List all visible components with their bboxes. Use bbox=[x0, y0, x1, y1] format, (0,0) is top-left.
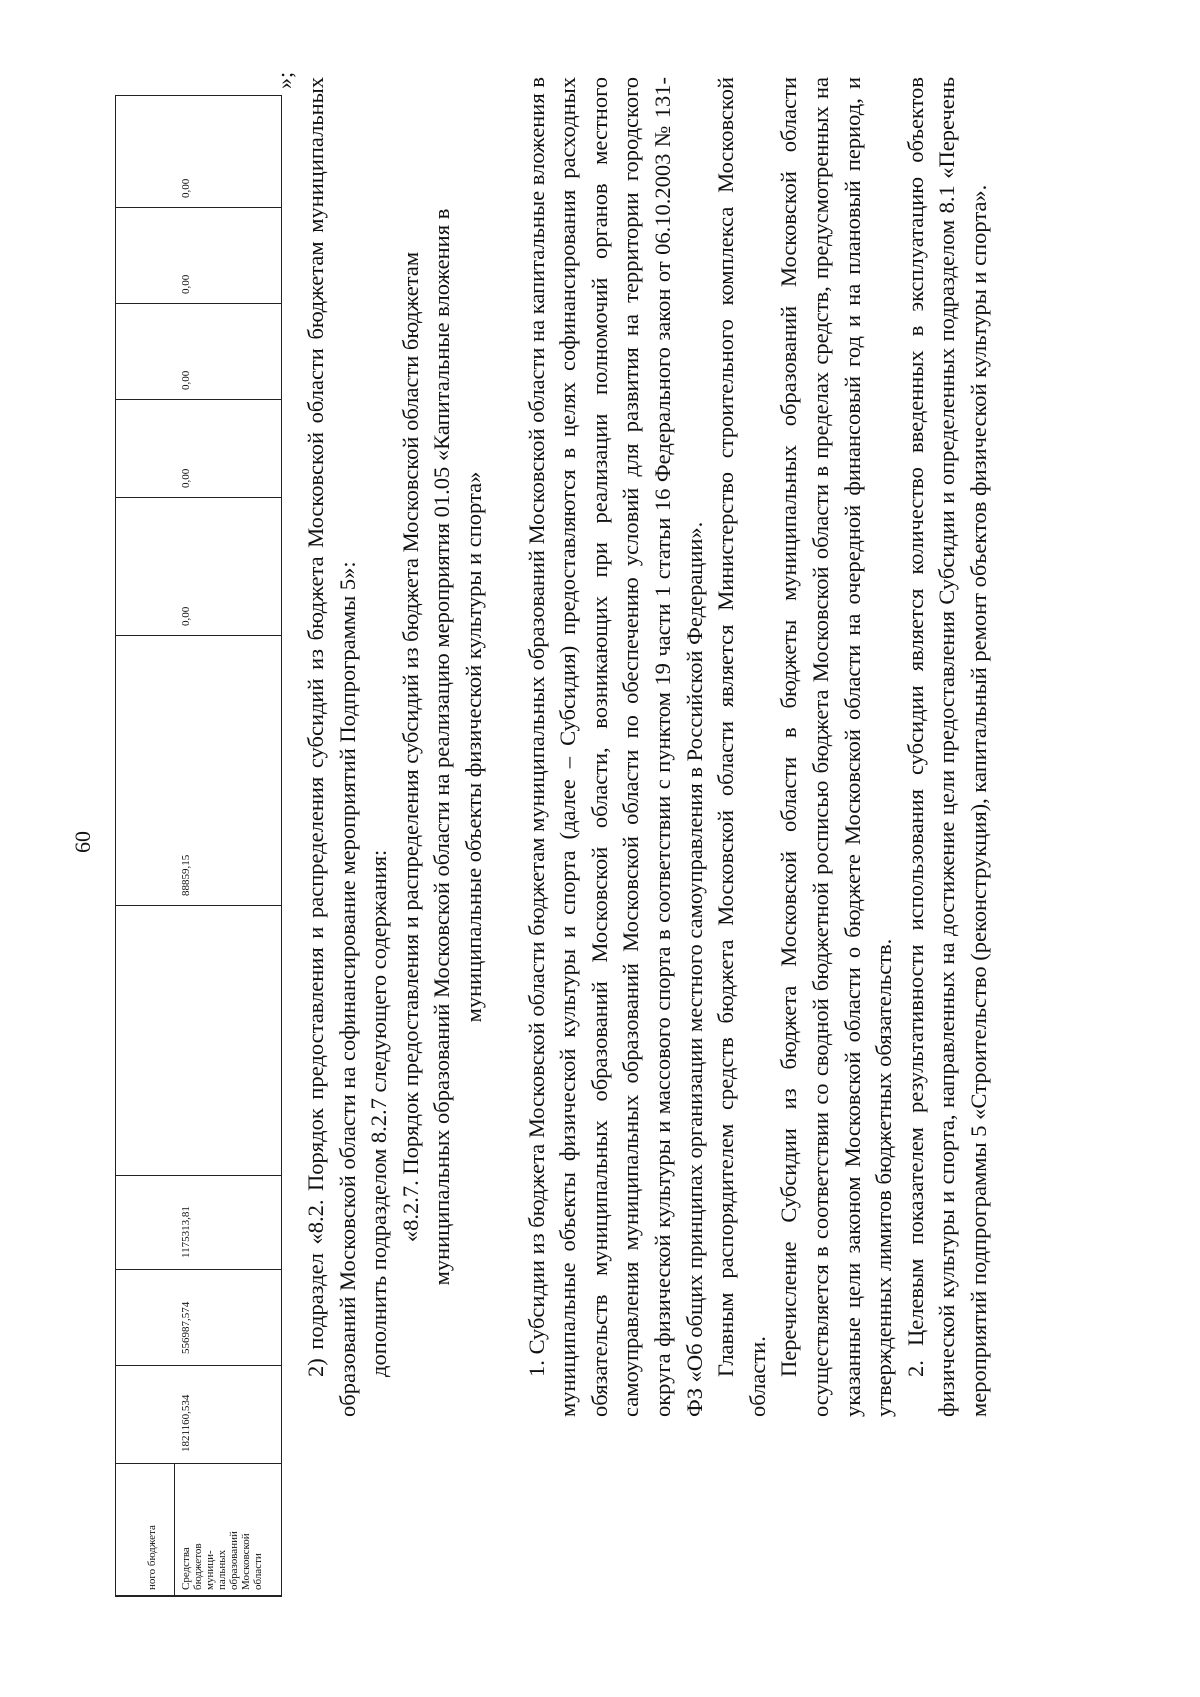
table-row-label: Средства бюджетов муници-пальных образований Московской области bbox=[180, 1531, 264, 1590]
table-cell-year-8: 0,00 bbox=[180, 178, 192, 198]
paragraph-amendment: 2) подраздел «8.2. Порядок предоставления и распределения субсидий из бюджета Московской области бюджетам муниципальных образований Московской области на софинансирование мероприятий Подпрограммы 5»: bbox=[303, 77, 360, 1417]
table-header-fragment: ного бюджета bbox=[146, 1525, 158, 1590]
table-cell-year-1: 556987,574 bbox=[180, 1301, 192, 1354]
table-col-divider bbox=[116, 1595, 281, 1596]
table-col-divider bbox=[116, 635, 281, 636]
table-col-divider bbox=[116, 207, 281, 208]
budget-table-fragment bbox=[115, 95, 282, 1597]
table-cell-year-5: 0,00 bbox=[180, 468, 192, 488]
table-col-divider bbox=[116, 1365, 281, 1366]
table-col-divider bbox=[116, 905, 281, 906]
table-col-divider bbox=[116, 497, 281, 498]
table-cell-year-7: 0,00 bbox=[180, 274, 192, 294]
table-col-divider bbox=[116, 1269, 281, 1270]
table-col-divider bbox=[116, 399, 281, 400]
table-col-divider bbox=[116, 303, 281, 304]
section-heading: «8.2.7. Порядок предоставления и распределения субсидий из бюджета Московской области бюджетам муниципальных образований Московской области на реализацию мероприятия 01.05 «Капитальные вложения в муниципальные объекты физической культуры и спорта» bbox=[397, 208, 486, 1286]
table-row-divider bbox=[174, 1464, 175, 1596]
table-cell-year-3: 88859,15 bbox=[180, 854, 192, 896]
table-cell-year-2: 1175313,81 bbox=[180, 1206, 192, 1258]
table-cell-year-4: 0,00 bbox=[180, 606, 192, 626]
paragraph-item-2: 2. Целевым показателем результативности использования субсидии является количество введенных в эксплуатацию объектов физической культуры и спорта, направленных на достижение цели предоставления Субсидии и определенных подразделом 8.1 «Перечень мероприятий подпрограммы 5 «Строительство (реконструкция), капитальный ремонт объектов физической культуры и спорта». bbox=[902, 77, 991, 1417]
paragraph-item-1: 1. Субсидии из бюджета Московской области бюджетам муниципальных образований Московской области на капитальные вложения в муниципальные объекты физической культуры и спорта (далее – Субсидия) предоставляются в целях софинансирования расходных обязательств муниципальных образований Московской области, возникающих при реализации полномочий органов местного самоуправления муниципальных образований Московской области по обеспечению условий для развития на территории городского округа физической культуры и массового спорта в соответствии с пунктом 19 части 1 статьи 16 Федерального закон от 06.10.2003 № 131-ФЗ «Об общих принципах организации местного самоуправления в Российской Федерации». bbox=[523, 77, 707, 1417]
table-col-divider bbox=[116, 1463, 281, 1464]
paragraph-main-manager: Главным распорядителем средств бюджета Московской области является Министерство строительного комплекса Московской области. bbox=[713, 77, 770, 1417]
table-cell-total: 1821160,534 bbox=[180, 1394, 192, 1452]
paragraph-supplement: дополнить подразделом 8.2.7 следующего содержания: bbox=[366, 849, 392, 1377]
table-closing-quote: »; bbox=[272, 71, 297, 89]
page-number: 60 bbox=[70, 831, 95, 853]
table-cell-year-6: 0,00 bbox=[180, 370, 192, 390]
paragraph-transfer: Перечисление Субсидии из бюджета Московской области в бюджеты муниципальных образований Московской области осуществляется в соответствии со сводной бюджетной росписью бюджета Московской области в пределах средств, предусмотренных на указанные цели законом Московской области о бюджете Московской области на очередной финансовый год и на плановый период, и утвержденных лимитов бюджетных обязательств. bbox=[776, 77, 897, 1417]
table-col-divider bbox=[116, 1175, 281, 1176]
document-body bbox=[300, 77, 994, 1417]
